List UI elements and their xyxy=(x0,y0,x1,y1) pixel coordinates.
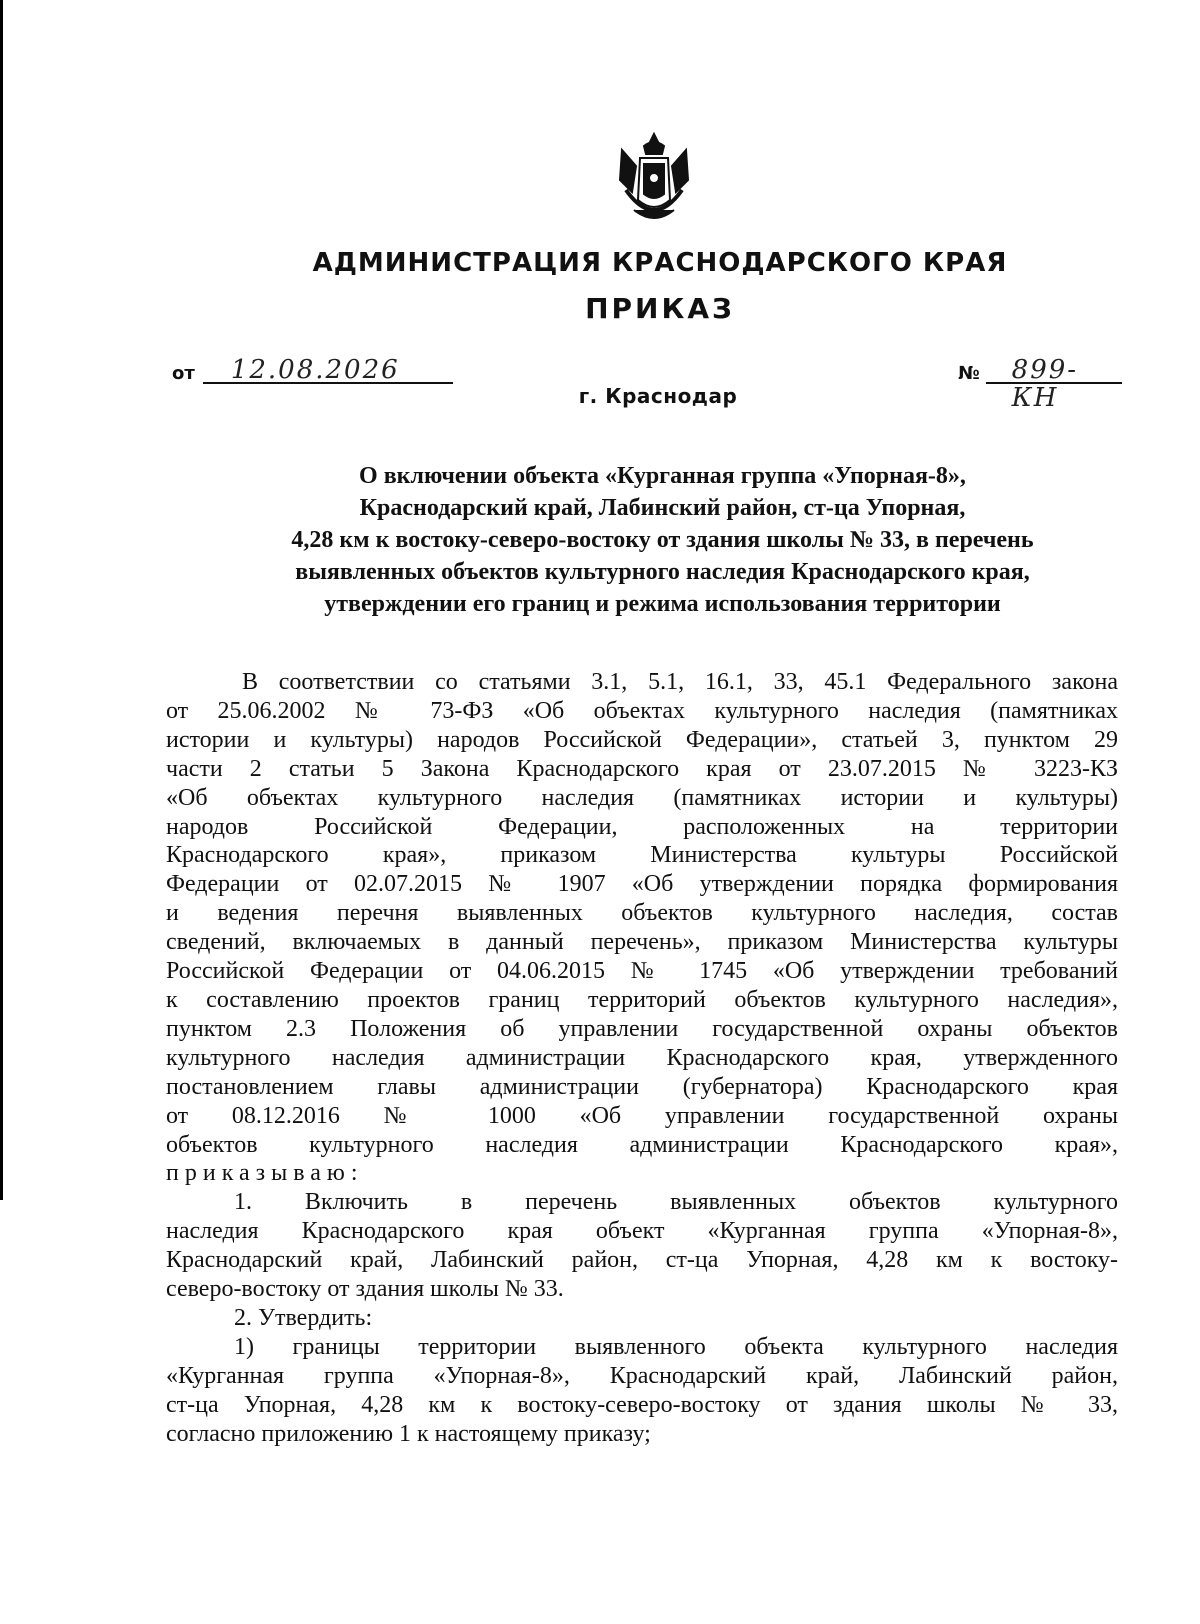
body-line: Федерации от 02.07.2015 № 1907 «Об утверждении порядка формирования xyxy=(166,871,1118,898)
body-line: и ведения перечня выявленных объектов культурного наследия, состав xyxy=(166,900,1118,927)
body-line: согласно приложению 1 к настоящему приказу; xyxy=(166,1420,651,1447)
body-line: постановлением главы администрации (губернатора) Краснодарского края xyxy=(166,1073,1118,1100)
body-line: северо-востоку от здания школы № 33. xyxy=(166,1276,564,1303)
document-body xyxy=(166,668,1118,1448)
body-line: Краснодарского края», приказом Министерства культуры Российской xyxy=(166,842,1118,869)
body-line: народов Российской Федерации, расположенных на территории xyxy=(166,813,1118,840)
city: г. Краснодар xyxy=(578,384,738,408)
date-prefix: от xyxy=(172,363,195,384)
number-field xyxy=(958,355,1122,413)
subject-line: утверждении его границ и режима использования территории xyxy=(324,591,1001,617)
body-line: от 08.12.2016 № 1000 «Об управлении государственной охраны xyxy=(166,1102,1118,1129)
document-type: ПРИКАЗ xyxy=(585,292,735,325)
body-line: пунктом 2.3 Положения об управлении государственной охраны объектов xyxy=(166,1015,1118,1042)
body-line: Российской Федерации от 04.06.2015 № 1745 «Об утверждении требований xyxy=(166,958,1118,985)
body-line: «Об объектах культурного наследия (памятниках истории и культуры) xyxy=(166,784,1118,811)
body-line: культурного наследия администрации Краснодарского края, утвержденного xyxy=(166,1044,1118,1071)
body-line: приказываю: xyxy=(166,1160,364,1187)
subject-line: 4,28 км к востоку-северо-востоку от здания школы № 33, в перечень xyxy=(291,527,1034,553)
date-field xyxy=(172,356,453,384)
scan-edge xyxy=(0,0,3,1200)
number-prefix: № xyxy=(958,363,980,384)
body-line: «Курганная группа «Упорная-8», Краснодарский край, Лабинский район, xyxy=(166,1362,1118,1389)
body-line: части 2 статьи 5 Закона Краснодарского края от 23.07.2015 № 3223-КЗ xyxy=(166,755,1118,782)
body-line: В соответствии со статьями 3.1, 5.1, 16.1, 33, 45.1 Федерального закона xyxy=(242,669,1118,695)
subject-line: выявленных объектов культурного наследия Краснодарского края, xyxy=(295,559,1030,585)
organization-title: АДМИНИСТРАЦИЯ КРАСНОДАРСКОГО КРАЯ xyxy=(312,248,1008,278)
number-value: 899-КН xyxy=(986,356,1122,384)
body-line: 1) границы территории выявленного объекта культурного наследия xyxy=(234,1333,1118,1360)
body-line: наследия Краснодарского края объект «Курганная группа «Упорная-8», xyxy=(166,1218,1118,1245)
document-subject xyxy=(170,460,1155,620)
body-line: к составлению проектов границ территорий объектов культурного наследия», xyxy=(166,986,1118,1013)
krasnodar-coat-of-arms-icon xyxy=(614,130,694,230)
subject-line: О включении объекта «Курганная группа «Упорная-8», xyxy=(359,463,966,489)
body-line: сведений, включаемых в данный перечень», приказом Министерства культуры xyxy=(166,929,1118,956)
date-value: 12.08.2026 xyxy=(203,356,453,384)
body-line: 2. Утвердить: xyxy=(234,1304,373,1331)
body-line: объектов культурного наследия администрации Краснодарского края», xyxy=(166,1131,1118,1158)
body-line: истории и культуры) народов Российской Федерации», статьей 3, пунктом 29 xyxy=(166,726,1118,753)
subject-line: Краснодарский край, Лабинский район, ст-ца Упорная, xyxy=(359,495,966,521)
body-line: ст-ца Упорная, 4,28 км к востоку-северо-востоку от здания школы № 33, xyxy=(166,1391,1118,1418)
body-line: от 25.06.2002 № 73-ФЗ «Об объектах культурного наследия (памятниках xyxy=(166,697,1118,724)
body-line: 1. Включить в перечень выявленных объектов культурного xyxy=(234,1189,1118,1216)
body-line: Краснодарский край, Лабинский район, ст-ца Упорная, 4,28 км к востоку- xyxy=(166,1247,1118,1274)
